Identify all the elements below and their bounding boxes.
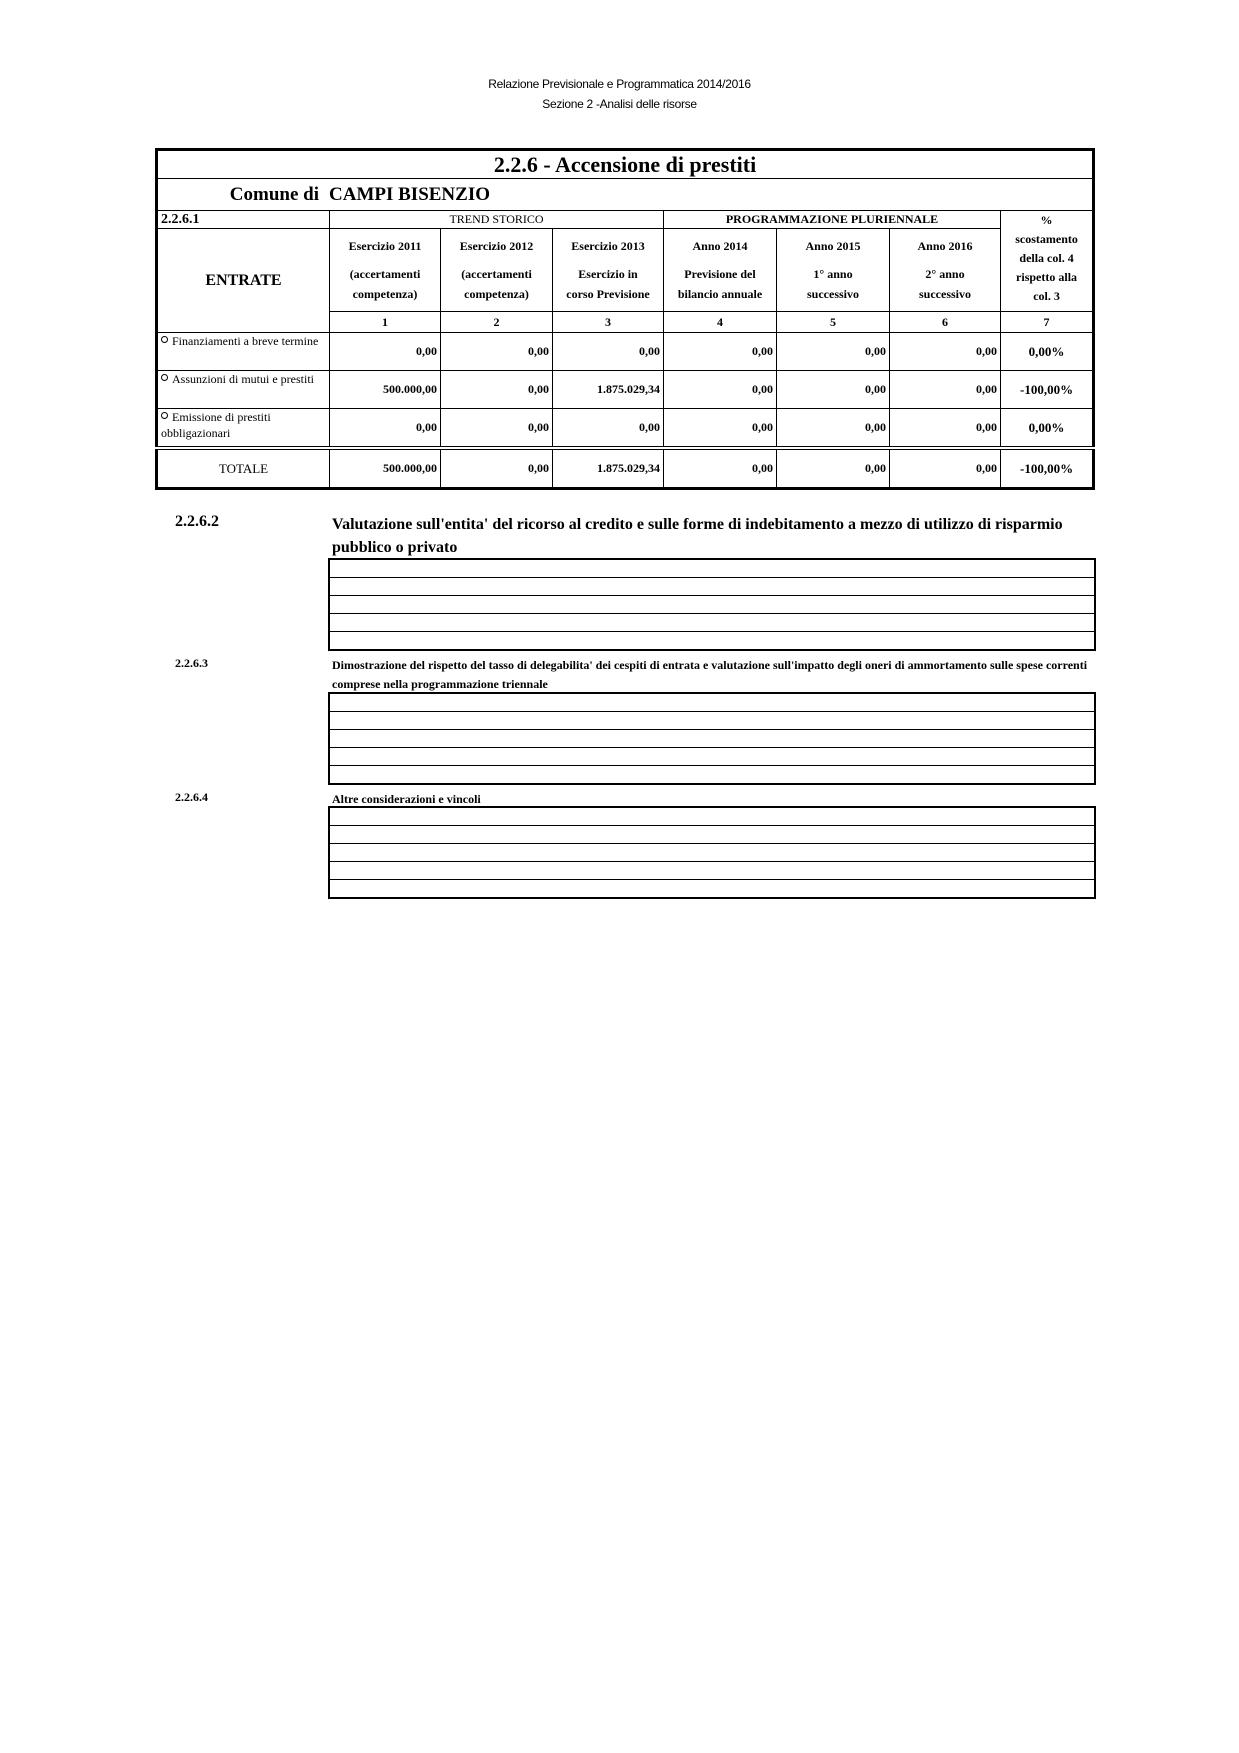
percent-cell: 0,00%: [1001, 333, 1094, 371]
value-cell: 0,00: [664, 409, 777, 449]
column-header-line: (accertamenti: [461, 267, 532, 281]
column-header: [664, 229, 777, 312]
value-cell: 0,00: [777, 409, 890, 449]
table-row: [157, 333, 1094, 371]
box-line: [330, 560, 1094, 578]
box-line: [330, 862, 1094, 880]
value-cell: 0,00: [553, 333, 664, 371]
value-cell: 500.000,00: [330, 371, 441, 409]
box-line: [330, 632, 1094, 649]
group-trend: TREND STORICO: [330, 211, 664, 229]
column-header: [890, 229, 1001, 312]
column-header: [330, 229, 441, 312]
section-code: 2.2.6.1: [157, 211, 330, 229]
row-label-text: Assunzioni di mutui e prestiti: [172, 372, 314, 386]
column-header-line: Esercizio 2011: [348, 239, 422, 253]
column-header-line: Anno 2015: [805, 239, 861, 253]
box-line: [330, 844, 1094, 862]
value-cell: 0,00: [777, 448, 890, 489]
value-cell: 0,00: [777, 371, 890, 409]
section-text-box[interactable]: [328, 692, 1096, 785]
value-cell: 0,00: [890, 371, 1001, 409]
column-header-line: Esercizio 2013: [571, 239, 645, 253]
column-number: 6: [890, 312, 1001, 333]
section-text-box[interactable]: [328, 558, 1096, 651]
value-cell: 0,00: [441, 409, 553, 449]
comune-row: [157, 179, 1094, 211]
pct-h2: scostamento: [1015, 232, 1078, 246]
column-header-line: 1° anno: [813, 267, 853, 281]
table-title: 2.2.6 - Accensione di prestiti: [157, 150, 1094, 179]
header-line-2: Sezione 2 -Analisi delle risorse: [542, 97, 697, 111]
column-header: [441, 229, 553, 312]
row-label-text: Emissione di prestiti obbligazionari: [161, 410, 271, 440]
bullet-icon: [161, 374, 168, 381]
column-number: 3: [553, 312, 664, 333]
column-header-line: corso Previsione: [566, 287, 650, 301]
total-label: TOTALE: [157, 448, 330, 489]
column-header: [777, 229, 890, 312]
box-line: [330, 694, 1094, 712]
column-number: 7: [1001, 312, 1094, 333]
box-line: [330, 614, 1094, 632]
pct-h5: col. 3: [1033, 289, 1060, 303]
value-cell: 500.000,00: [330, 448, 441, 489]
box-line: [330, 880, 1094, 897]
section-code: 2.2.6.3: [175, 656, 208, 670]
column-number: 4: [664, 312, 777, 333]
column-header-line: Previsione del: [684, 267, 756, 281]
column-number: 2: [441, 312, 553, 333]
pct-h3: della col. 4: [1019, 251, 1074, 265]
column-header-line: successivo: [807, 287, 859, 301]
percent-cell: 0,00%: [1001, 409, 1094, 449]
value-cell: 1.875.029,34: [553, 371, 664, 409]
value-cell: 0,00: [890, 448, 1001, 489]
column-header-line: 2° anno: [925, 267, 965, 281]
box-line: [330, 596, 1094, 614]
value-cell: 0,00: [441, 448, 553, 489]
value-cell: 0,00: [890, 333, 1001, 371]
column-header: [553, 229, 664, 312]
row-label: [157, 371, 330, 409]
table-row: [157, 371, 1094, 409]
column-header-line: Anno 2016: [917, 239, 973, 253]
pct-h4: rispetto alla: [1016, 270, 1078, 284]
box-line: [330, 826, 1094, 844]
loans-table: [155, 148, 1095, 490]
value-cell: 0,00: [330, 409, 441, 449]
column-header-line: bilancio annuale: [677, 287, 763, 301]
row-label: [157, 409, 330, 449]
row-label: [157, 333, 330, 371]
box-line: [330, 712, 1094, 730]
entrate-header: ENTRATE: [157, 229, 330, 333]
column-header-line: Esercizio 2012: [459, 239, 534, 253]
value-cell: 0,00: [664, 371, 777, 409]
box-line: [330, 748, 1094, 766]
box-line: [330, 766, 1094, 783]
row-label-text: Finanziamenti a breve termine: [172, 334, 319, 348]
value-cell: 0,00: [890, 409, 1001, 449]
value-cell: 0,00: [441, 371, 553, 409]
section-text: Dimostrazione del rispetto del tasso di delegabilita' dei cespiti di entrata e valutazione sull'impatto degli oneri di ammortamento sulle spese correnti comprese nella programmazione triennale: [332, 658, 1088, 691]
column-header-line: successivo: [919, 287, 971, 301]
section-text: Valutazione sull'entita' del ricorso al credito e sulle forme di indebitamento a mezzo di utilizzo di risparmio pubblico o privato: [332, 516, 1063, 556]
value-cell: 1.875.029,34: [553, 448, 664, 489]
column-header-line: competenza): [352, 287, 418, 301]
section-code: 2.2.6.4: [175, 790, 208, 804]
value-cell: 0,00: [441, 333, 553, 371]
group-prog: PROGRAMMAZIONE PLURIENNALE: [664, 211, 1001, 229]
header-line-1: Relazione Previsionale e Programmatica 2014/2016: [488, 77, 751, 91]
value-cell: 0,00: [553, 409, 664, 449]
column-number: 5: [777, 312, 890, 333]
percent-cell: -100,00%: [1001, 448, 1094, 489]
section-text: Altre considerazioni e vincoli: [332, 792, 481, 806]
box-line: [330, 808, 1094, 826]
pct-h1: %: [1040, 213, 1053, 227]
column-header-line: Anno 2014: [692, 239, 748, 253]
box-line: [330, 730, 1094, 748]
comune-label: Comune di: [229, 183, 319, 205]
value-cell: 0,00: [777, 333, 890, 371]
section-code: 2.2.6.2: [175, 513, 219, 530]
value-cell: 0,00: [664, 448, 777, 489]
value-cell: 0,00: [330, 333, 441, 371]
percent-cell: -100,00%: [1001, 371, 1094, 409]
section-text-box[interactable]: [328, 806, 1096, 899]
value-cell: 0,00: [664, 333, 777, 371]
box-line: [330, 578, 1094, 596]
column-header-line: (accertamenti: [349, 267, 421, 281]
total-row: [157, 448, 1094, 489]
column-number: 1: [330, 312, 441, 333]
table-row: [157, 409, 1094, 449]
comune-name: CAMPI BISENZIO: [329, 183, 490, 205]
bullet-icon: [161, 412, 168, 419]
bullet-icon: [161, 336, 168, 343]
column-header-line: Esercizio in: [578, 267, 638, 281]
column-header-line: competenza): [464, 287, 529, 301]
